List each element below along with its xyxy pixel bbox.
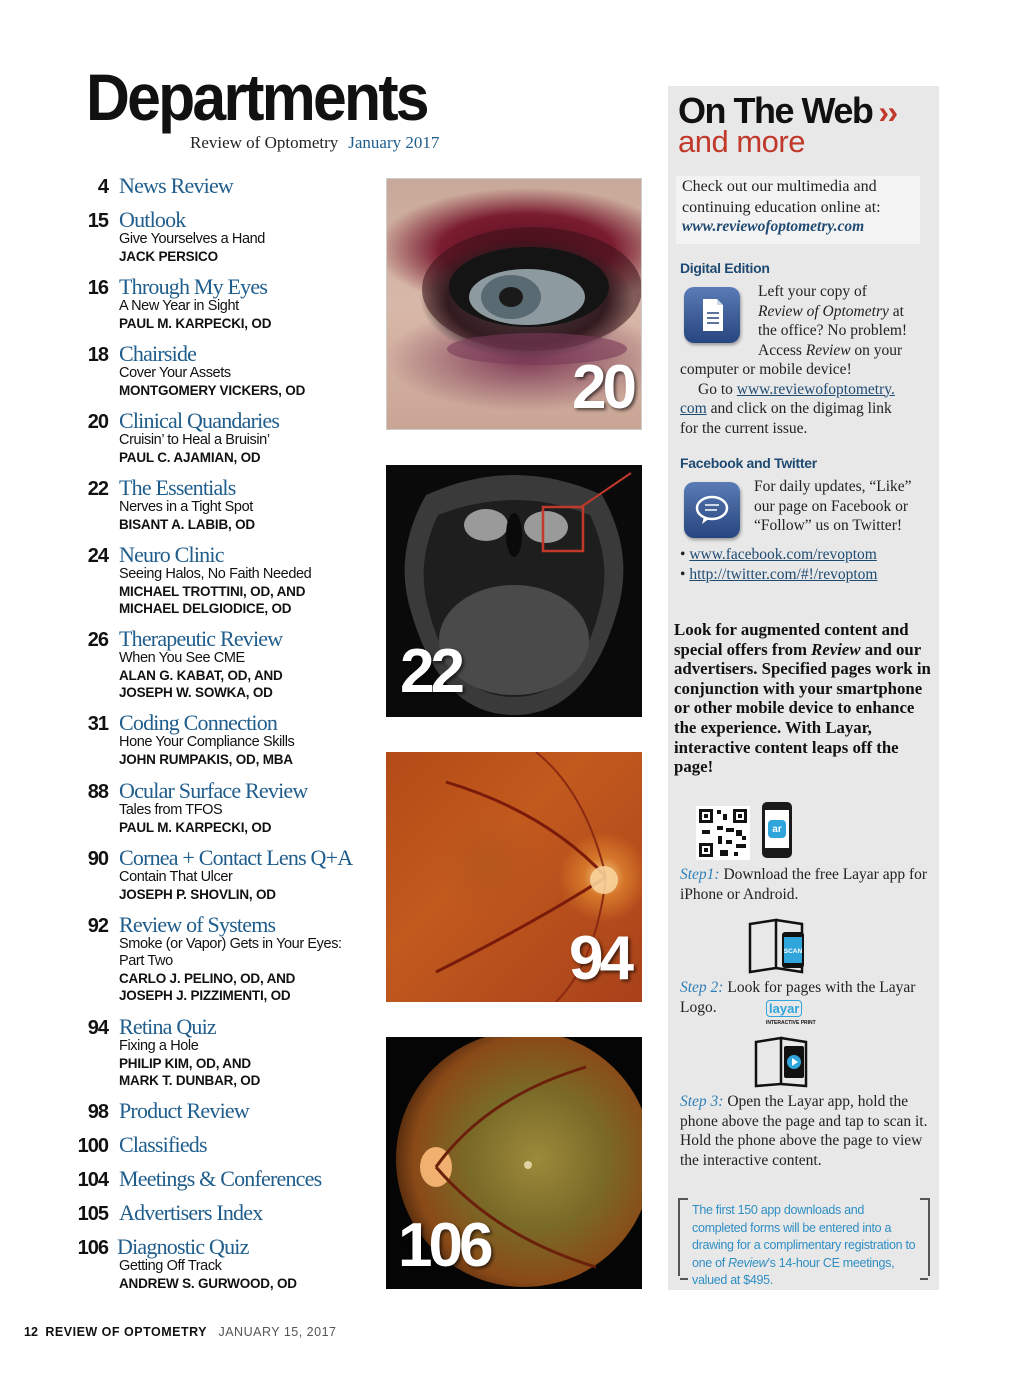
toc-author: MARK T. DUNBAR, OD [119, 1073, 261, 1088]
toc-author: CARLO J. PELINO, OD, AND [119, 971, 296, 986]
toc-subtitle: Part Two [119, 953, 173, 969]
toc-page-number: 18 [87, 344, 108, 366]
smartphone-icon [762, 802, 792, 858]
toc-page-number: 22 [87, 478, 108, 500]
toc-subtitle: Tales from TFOS [119, 802, 223, 818]
toc-author: JOHN RUMPAKIS, OD, MBA [119, 752, 293, 767]
double-chevron-right-icon: ›› [878, 94, 897, 130]
toc-author: JACK PERSICO [119, 249, 218, 264]
digital-line: the office? No problem! [758, 322, 908, 340]
qr-code-icon [696, 806, 750, 860]
step-2-desc: Look for pages with the Layar Logo. [680, 979, 916, 1016]
toc-title[interactable]: Product Review [119, 1098, 249, 1123]
interactive-book-icon [754, 1036, 810, 1093]
step-2-label: Step 2: [680, 979, 724, 996]
toc-title[interactable]: Diagnostic Quiz [117, 1234, 249, 1259]
toc-subtitle: A New Year in Sight [119, 298, 239, 314]
toc-author: PHILIP KIM, OD, AND [119, 1056, 251, 1071]
speech-bubble-icon [684, 482, 740, 538]
toc-page-number: 31 [87, 713, 108, 735]
publication-name: Review of Optometry [190, 133, 339, 152]
toc-page-number: 26 [87, 629, 108, 651]
toc-page-number: 106 [77, 1237, 108, 1259]
toc-author: ANDREW S. GURWOOD, OD [119, 1276, 297, 1291]
toc-author: MONTGOMERY VICKERS, OD [119, 383, 306, 398]
bruised-eye-photo[interactable] [386, 178, 642, 430]
social-line: For daily updates, “Like” [754, 478, 912, 495]
toc-page-number: 92 [87, 915, 108, 937]
toc-title[interactable]: Chairside [119, 341, 197, 366]
sidebar-subheading: and more [678, 124, 805, 159]
step-1-desc: Download the free Layar app for iPhone or Android. [680, 866, 928, 903]
page-subtitle [190, 133, 439, 153]
toc-title[interactable]: Retina Quiz [119, 1014, 216, 1039]
footer-publication: REVIEW OF OPTOMETRY [45, 1325, 207, 1339]
toc-title[interactable]: Cornea + Contact Lens Q+A [119, 845, 353, 870]
toc-author: PAUL C. AJAMIAN, OD [119, 450, 261, 465]
toc-page-number: 104 [77, 1169, 108, 1191]
toc-subtitle: Fixing a Hole [119, 1038, 199, 1054]
step-3-label: Step 3: [680, 1093, 724, 1110]
digital-line [680, 380, 935, 400]
toc-title[interactable]: Through My Eyes [119, 274, 268, 299]
facebook-link[interactable]: www.facebook.com/revoptom [689, 546, 877, 563]
toc-author: MICHAEL TROTTINI, OD, AND [119, 584, 306, 599]
document-icon [684, 287, 740, 343]
toc-page-number: 98 [87, 1101, 108, 1123]
digital-edition-heading: Digital Edition [680, 260, 770, 276]
digital-line-post: and click on the digimag link [706, 400, 892, 418]
layar-app-icon: ar [768, 820, 786, 838]
step-3-desc: Open the Layar app, hold the phone above the page and tap to scan it. Hold the phone above the page to view the interactive content. [680, 1093, 928, 1169]
digital-edition-text [758, 282, 907, 360]
digital-line-pre: Go to [698, 380, 737, 398]
toc-title[interactable]: Meetings & Conferences [119, 1166, 322, 1191]
note-post: ’s 14-hour CE meetings, valued at $495. [692, 1255, 895, 1287]
digital-line [758, 341, 907, 361]
toc-subtitle: Hone Your Compliance Skills [119, 734, 295, 750]
footer-date: JANUARY 15, 2017 [218, 1325, 337, 1339]
toc-page-number: 88 [87, 781, 108, 803]
digimag-link[interactable]: www.reviewofoptometry. [736, 380, 895, 398]
magazine-name: Review of Optometry [758, 302, 889, 320]
phone-screen [765, 810, 789, 848]
augmented-magazine-name: Review [811, 639, 861, 659]
qr-code-graphic [696, 806, 750, 860]
toc-subtitle: Nerves in a Tight Spot [119, 499, 253, 515]
toc-author: PAUL M. KARPECKI, OD [119, 316, 272, 331]
toc-subtitle: Contain That Ulcer [119, 869, 233, 885]
toc-page-number: 94 [87, 1017, 108, 1039]
social-line: “Follow” us on Twitter! [754, 517, 903, 535]
on-the-web-sidebar [668, 86, 939, 1290]
magazine-short-name: Review [805, 341, 851, 359]
toc-author: JOSEPH J. PIZZIMENTI, OD [119, 988, 291, 1003]
digital-line-pre: Access [758, 341, 806, 359]
photo-page-label: 22 [400, 637, 461, 706]
toc-title[interactable]: Outlook [119, 207, 186, 232]
photo-page-label: 94 [569, 924, 630, 993]
toc-subtitle: Give Yourselves a Hand [119, 231, 265, 247]
website-box [676, 176, 920, 244]
toc-author: JOSEPH W. SOWKA, OD [119, 685, 273, 700]
layar-logo-sub: INTERACTIVE PRINT [766, 1020, 816, 1026]
toc-page-number: 15 [87, 210, 108, 232]
fundus-photo[interactable] [386, 1037, 642, 1289]
toc-subtitle: Seeing Halos, No Faith Needed [119, 566, 312, 582]
step-3-text [680, 1092, 928, 1170]
drawing-note [678, 1198, 930, 1287]
drawing-note-text [692, 1202, 916, 1290]
photo-page-label: 106 [398, 1211, 490, 1280]
toc-page-number: 90 [87, 848, 108, 870]
note-magazine: Review [728, 1255, 768, 1270]
toc-page-number: 24 [87, 545, 108, 567]
facebook-link-item: • www.facebook.com/revoptom [680, 546, 877, 563]
toc-author: ALAN G. KABAT, OD, AND [119, 668, 283, 683]
step-1-label: Step1: [680, 866, 720, 883]
sidebar-heading-text: On The Web [678, 90, 873, 131]
open-book-scan-icon [748, 918, 808, 974]
toc-page-number: 16 [87, 277, 108, 299]
toc-title[interactable]: Clinical Quandaries [119, 408, 280, 433]
toc-subtitle: Getting Off Track [119, 1258, 222, 1274]
page-footer [24, 1325, 337, 1339]
toc-page-number: 4 [97, 176, 108, 198]
issue-date: January 2017 [348, 133, 440, 152]
toc-title[interactable]: Review of Systems [119, 912, 276, 937]
note-pre: The first 150 app downloads and completed forms will be entered into a drawing for a complimentary registration to one of [692, 1203, 916, 1270]
digimag-link-cont[interactable]: com [680, 400, 707, 418]
digital-line [680, 399, 935, 419]
toc-title[interactable]: Coding Connection [119, 710, 278, 735]
toc-subtitle: When You See CME [119, 650, 245, 666]
layar-logo [766, 1000, 816, 1026]
toc-title[interactable]: Neuro Clinic [119, 542, 224, 567]
toc-author: MICHAEL DELGIODICE, OD [119, 601, 292, 616]
toc-subtitle: Smoke (or Vapor) Gets in Your Eyes: [119, 936, 342, 952]
toc-title[interactable]: News Review [119, 173, 234, 198]
social-links [680, 545, 877, 584]
digital-line: for the current issue. [680, 419, 808, 437]
augmented-content-text: Look for augmented content and special offers from Review and our advertisers. Specified pages work in conjunction with your smartphone or other mobile device to enhance the experience. With Layar, interactive content leaps off the page! [674, 620, 931, 777]
page-title: Departments [86, 60, 427, 134]
toc-title[interactable]: Advertisers Index [119, 1200, 263, 1225]
toc-title[interactable]: Ocular Surface Review [119, 778, 308, 803]
digital-line: Left your copy of [758, 283, 867, 300]
social-text [754, 477, 912, 536]
layar-logo-text: layar [766, 1000, 802, 1017]
digital-edition-text-cont [680, 360, 935, 438]
toc-title[interactable]: The Essentials [119, 475, 236, 500]
chat-app-icon [684, 482, 740, 538]
digital-line-post: on your [850, 341, 903, 359]
open-book-play-icon [754, 1036, 810, 1088]
toc-author: PAUL M. KARPECKI, OD [119, 820, 272, 835]
toc-title[interactable]: Classifieds [119, 1132, 207, 1157]
social-line: our page on Facebook or [754, 497, 909, 515]
toc-page-number: 100 [77, 1135, 108, 1157]
toc-subtitle: Cruisin’ to Heal a Bruisin’ [119, 432, 270, 448]
social-heading: Facebook and Twitter [680, 455, 817, 471]
ct-scan-image[interactable] [386, 465, 642, 717]
document-app-icon [684, 287, 740, 343]
toc-author: BISANT A. LABIB, OD [119, 517, 255, 532]
digital-line [758, 302, 907, 322]
sidebar-intro: Check out our multimedia and continuing education online at: [682, 178, 881, 216]
digital-line-rest: at [888, 302, 904, 320]
retina-photo[interactable] [386, 752, 642, 1002]
twitter-link-item: • http://twitter.com/#!/revoptom [680, 565, 878, 583]
toc-page-number: 105 [77, 1203, 108, 1225]
toc-subtitle: Cover Your Assets [119, 365, 231, 381]
toc-page-number: 20 [87, 411, 108, 433]
digital-line: computer or mobile device! [680, 361, 852, 378]
twitter-link[interactable]: http://twitter.com/#!/revoptom [689, 565, 878, 583]
photo-page-label: 20 [572, 353, 633, 422]
website-link[interactable]: www.reviewofoptometry.com [682, 218, 865, 235]
footer-page-number: 12 [24, 1325, 38, 1339]
scan-label: SCAN [783, 948, 803, 955]
toc-title[interactable]: Therapeutic Review [119, 626, 283, 651]
scan-book-icon [748, 918, 808, 979]
toc-author: JOSEPH P. SHOVLIN, OD [119, 887, 276, 902]
step-1-text [680, 865, 928, 904]
